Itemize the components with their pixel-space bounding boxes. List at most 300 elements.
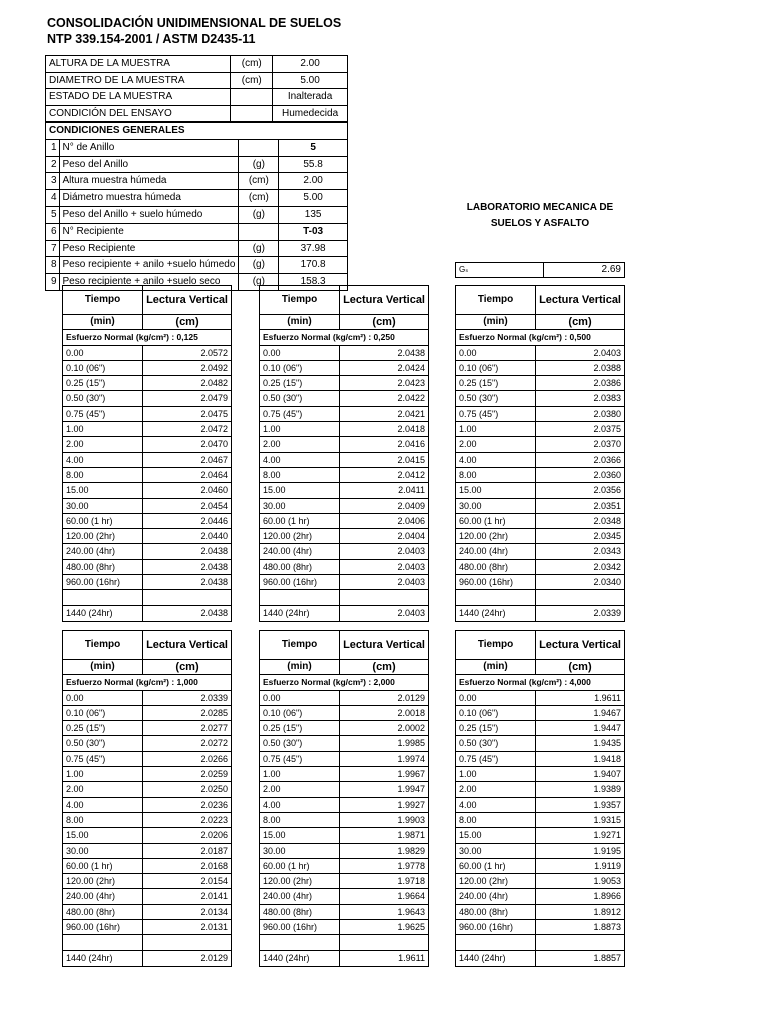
time-cell: 0.25 (15") — [63, 376, 143, 391]
sample-label: CONDICIÓN DEL ENSAYO — [46, 105, 231, 122]
time-cell: 1.00 — [63, 422, 143, 437]
reading-value: 2.0277 — [143, 721, 232, 736]
condition-number: 6 — [46, 223, 60, 240]
reading-value: 2.0386 — [536, 376, 625, 391]
time-cell: 0.75 (45") — [260, 406, 340, 421]
time-cell: 0.10 (06") — [456, 705, 536, 720]
time-cell: 240.00 (4hr) — [260, 889, 340, 904]
time-cell: 0.25 (15") — [260, 376, 340, 391]
condition-label: Peso del Anillo — [59, 156, 239, 173]
time-cell: 240.00 (4hr) — [260, 544, 340, 559]
reading-value: 1.9407 — [536, 767, 625, 782]
reading-value: 1.9447 — [536, 721, 625, 736]
reading-value: 1.9664 — [340, 889, 429, 904]
reading-row — [456, 858, 625, 873]
reading-row — [63, 590, 232, 605]
reading-value: 2.0406 — [340, 513, 429, 528]
sample-row — [46, 72, 348, 89]
reading-row — [456, 736, 625, 751]
time-cell: 1440 (24hr) — [260, 950, 340, 966]
reading-row — [456, 360, 625, 375]
tiempo-header: Tiempo — [456, 631, 536, 660]
time-cell: 1.00 — [456, 422, 536, 437]
general-conditions-table — [45, 122, 348, 291]
condition-label: Diámetro muestra húmeda — [59, 190, 239, 207]
condition-label: Altura muestra húmeda — [59, 173, 239, 190]
tiempo-header: Tiempo — [260, 631, 340, 660]
reading-row — [456, 422, 625, 437]
reading-value: 2.0438 — [143, 605, 232, 621]
reading-row — [63, 782, 232, 797]
specific-gravity-table — [455, 262, 625, 278]
time-cell: 2.00 — [456, 782, 536, 797]
reading-value: 2.0438 — [143, 575, 232, 590]
time-cell: 4.00 — [456, 452, 536, 467]
condition-number: 9 — [46, 274, 60, 291]
reading-value: 1.9947 — [340, 782, 429, 797]
reading-row — [456, 376, 625, 391]
reading-row — [456, 843, 625, 858]
stress-prefix: Esfuerzo Normal (kg/cm²) : — [66, 677, 175, 688]
reading-value: 2.0403 — [340, 605, 429, 621]
reading-row — [456, 529, 625, 544]
reading-value: 2.0460 — [143, 483, 232, 498]
reading-row — [456, 920, 625, 935]
reading-row — [260, 483, 429, 498]
reading-row — [260, 391, 429, 406]
reading-row — [260, 406, 429, 421]
reading-value: 1.9435 — [536, 736, 625, 751]
sample-value: 2.00 — [273, 56, 348, 73]
reading-row — [63, 437, 232, 452]
condition-unit: (g) — [239, 257, 279, 274]
reading-value: 2.0479 — [143, 391, 232, 406]
time-cell: 8.00 — [63, 467, 143, 482]
time-cell: 0.00 — [260, 690, 340, 705]
reading-row — [456, 950, 625, 966]
reading-value: 2.0345 — [536, 529, 625, 544]
normal-stress-label — [456, 675, 625, 690]
stress-value: 0,125 — [176, 332, 198, 343]
time-cell: 8.00 — [456, 812, 536, 827]
reading-row — [456, 575, 625, 590]
condition-unit — [239, 223, 279, 240]
time-cell: 1440 (24hr) — [260, 605, 340, 621]
time-cell: 1440 (24hr) — [456, 605, 536, 621]
time-cell: 2.00 — [63, 782, 143, 797]
sample-label: DIAMETRO DE LA MUESTRA — [46, 72, 231, 89]
reading-row — [456, 559, 625, 574]
lectura-header: Lectura Vertical — [340, 286, 429, 315]
reading-value: 2.0348 — [536, 513, 625, 528]
reading-row — [260, 858, 429, 873]
reading-row — [260, 904, 429, 919]
reading-value: 1.9389 — [536, 782, 625, 797]
condition-value: 5.00 — [279, 190, 348, 207]
condition-value: T-03 — [279, 223, 348, 240]
reading-table — [62, 630, 232, 967]
reading-row — [260, 376, 429, 391]
time-cell: 240.00 (4hr) — [456, 544, 536, 559]
reading-value: 2.0366 — [536, 452, 625, 467]
lectura-header: Lectura Vertical — [536, 631, 625, 660]
cm-unit-header: (cm) — [536, 660, 625, 675]
time-cell: 30.00 — [63, 498, 143, 513]
reading-row — [456, 406, 625, 421]
reading-row — [260, 498, 429, 513]
condition-label: Peso recipiente + anilo +suelo húmedo — [59, 257, 239, 274]
reading-row — [63, 544, 232, 559]
reading-row — [456, 767, 625, 782]
min-unit-header: (min) — [260, 660, 340, 675]
stress-prefix: Esfuerzo Normal (kg/cm²) : — [459, 332, 568, 343]
sample-unit — [231, 105, 273, 122]
min-unit-header: (min) — [63, 315, 143, 330]
reading-table — [259, 630, 429, 967]
time-cell: 60.00 (1 hr) — [260, 858, 340, 873]
time-cell: 0.00 — [456, 345, 536, 360]
reading-value: 2.0418 — [340, 422, 429, 437]
condition-number: 1 — [46, 139, 60, 156]
condition-label: N° de Anillo — [59, 139, 239, 156]
sample-label: ESTADO DE LA MUESTRA — [46, 89, 231, 106]
reading-value: 1.8873 — [536, 920, 625, 935]
time-cell: 0.00 — [260, 345, 340, 360]
time-cell: 1440 (24hr) — [456, 950, 536, 966]
reading-value: 1.9357 — [536, 797, 625, 812]
reading-row — [260, 690, 429, 705]
reading-value — [340, 590, 429, 605]
stress-value: 4,000 — [569, 677, 591, 688]
time-cell — [260, 590, 340, 605]
condition-unit: (g) — [239, 206, 279, 223]
reading-table — [62, 285, 232, 622]
lectura-header: Lectura Vertical — [143, 286, 232, 315]
time-cell: 0.75 (45") — [456, 751, 536, 766]
time-cell: 30.00 — [456, 498, 536, 513]
reading-value: 2.0438 — [340, 345, 429, 360]
document-standard: NTP 339.154-2001 / ASTM D2435-11 — [47, 32, 256, 46]
cm-unit-header: (cm) — [340, 315, 429, 330]
reading-row — [456, 812, 625, 827]
time-cell: 15.00 — [63, 483, 143, 498]
reading-row — [456, 874, 625, 889]
reading-value: 2.0383 — [536, 391, 625, 406]
reading-row — [456, 721, 625, 736]
reading-value: 1.8912 — [536, 904, 625, 919]
time-cell: 240.00 (4hr) — [63, 544, 143, 559]
reading-row — [63, 391, 232, 406]
time-cell: 2.00 — [260, 782, 340, 797]
time-cell: 480.00 (8hr) — [456, 559, 536, 574]
reading-row — [456, 590, 625, 605]
time-cell: 480.00 (8hr) — [63, 559, 143, 574]
reading-row — [63, 376, 232, 391]
tiempo-header: Tiempo — [63, 286, 143, 315]
tiempo-header: Tiempo — [63, 631, 143, 660]
reading-value: 2.0403 — [340, 544, 429, 559]
time-cell: 120.00 (2hr) — [456, 874, 536, 889]
time-cell: 0.00 — [63, 345, 143, 360]
normal-stress-label — [456, 330, 625, 345]
cm-unit-header: (cm) — [536, 315, 625, 330]
reading-row — [63, 950, 232, 966]
reading-value: 1.9718 — [340, 874, 429, 889]
time-cell: 1.00 — [63, 767, 143, 782]
time-cell: 15.00 — [63, 828, 143, 843]
reading-row — [260, 529, 429, 544]
time-cell: 120.00 (2hr) — [63, 874, 143, 889]
condition-value: 5 — [279, 139, 348, 156]
condition-row — [46, 206, 348, 223]
reading-row — [63, 904, 232, 919]
reading-value: 1.9195 — [536, 843, 625, 858]
reading-row — [63, 858, 232, 873]
reading-row — [63, 812, 232, 827]
reading-value: 1.9271 — [536, 828, 625, 843]
reading-value: 2.0424 — [340, 360, 429, 375]
condition-number: 8 — [46, 257, 60, 274]
stress-prefix: Esfuerzo Normal (kg/cm²) : — [263, 332, 372, 343]
reading-value: 2.0411 — [340, 483, 429, 498]
time-cell: 0.25 (15") — [260, 721, 340, 736]
reading-row — [260, 605, 429, 621]
reading-row — [456, 452, 625, 467]
reading-value: 2.0250 — [143, 782, 232, 797]
time-cell: 30.00 — [63, 843, 143, 858]
lectura-header: Lectura Vertical — [536, 286, 625, 315]
condition-value: 37.98 — [279, 240, 348, 257]
sample-unit: (cm) — [231, 56, 273, 73]
reading-value: 2.0266 — [143, 751, 232, 766]
stress-value: 2,000 — [373, 677, 395, 688]
reading-row — [456, 498, 625, 513]
reading-row — [63, 575, 232, 590]
min-unit-header: (min) — [456, 315, 536, 330]
reading-row — [456, 889, 625, 904]
reading-value: 1.8857 — [536, 950, 625, 966]
stress-prefix: Esfuerzo Normal (kg/cm²) : — [263, 677, 372, 688]
reading-row — [260, 437, 429, 452]
time-cell: 0.75 (45") — [260, 751, 340, 766]
time-cell: 4.00 — [63, 452, 143, 467]
cm-unit-header: (cm) — [143, 315, 232, 330]
time-cell: 0.75 (45") — [63, 751, 143, 766]
reading-row — [456, 345, 625, 360]
reading-value: 2.0380 — [536, 406, 625, 421]
reading-value: 2.0259 — [143, 767, 232, 782]
reading-value: 2.0129 — [143, 950, 232, 966]
reading-row — [63, 406, 232, 421]
condition-value: 135 — [279, 206, 348, 223]
reading-row — [63, 559, 232, 574]
time-cell: 480.00 (8hr) — [63, 904, 143, 919]
reading-row — [456, 467, 625, 482]
normal-stress-label — [260, 330, 429, 345]
reading-value: 2.0421 — [340, 406, 429, 421]
reading-row — [63, 467, 232, 482]
reading-value: 1.9985 — [340, 736, 429, 751]
condition-value: 170.8 — [279, 257, 348, 274]
normal-stress-label — [63, 330, 232, 345]
reading-row — [63, 422, 232, 437]
reading-value: 2.0446 — [143, 513, 232, 528]
reading-row — [456, 904, 625, 919]
reading-row — [63, 690, 232, 705]
reading-value: 2.0403 — [340, 559, 429, 574]
lab-name-line1: LABORATORIO MECANICA DE — [466, 202, 614, 213]
time-cell: 8.00 — [456, 467, 536, 482]
reading-value: 2.0236 — [143, 797, 232, 812]
reading-value: 2.0472 — [143, 422, 232, 437]
condition-unit: (g) — [239, 156, 279, 173]
time-cell: 2.00 — [63, 437, 143, 452]
condition-row — [46, 139, 348, 156]
stress-value: 0,250 — [373, 332, 395, 343]
reading-value — [143, 590, 232, 605]
sample-row — [46, 105, 348, 122]
time-cell: 0.25 (15") — [63, 721, 143, 736]
reading-row — [260, 843, 429, 858]
min-unit-header: (min) — [456, 660, 536, 675]
reading-row — [63, 705, 232, 720]
reading-value: 2.0351 — [536, 498, 625, 513]
reading-row — [63, 529, 232, 544]
lectura-header: Lectura Vertical — [340, 631, 429, 660]
reading-row — [260, 360, 429, 375]
reading-value: 2.0018 — [340, 705, 429, 720]
reading-row — [260, 751, 429, 766]
reading-value: 2.0388 — [536, 360, 625, 375]
time-cell: 60.00 (1 hr) — [260, 513, 340, 528]
time-cell: 4.00 — [456, 797, 536, 812]
time-cell — [63, 590, 143, 605]
reading-value: 2.0415 — [340, 452, 429, 467]
reading-value: 2.0370 — [536, 437, 625, 452]
time-cell: 960.00 (16hr) — [260, 575, 340, 590]
reading-row — [260, 782, 429, 797]
time-cell — [456, 590, 536, 605]
condition-value: 55.8 — [279, 156, 348, 173]
time-cell: 2.00 — [260, 437, 340, 452]
reading-value: 2.0438 — [143, 544, 232, 559]
condition-row — [46, 190, 348, 207]
time-cell: 0.10 (06") — [63, 705, 143, 720]
reading-row — [260, 797, 429, 812]
condition-unit: (g) — [239, 274, 279, 291]
reading-row — [63, 935, 232, 950]
reading-value: 2.0131 — [143, 920, 232, 935]
reading-row — [63, 605, 232, 621]
time-cell: 480.00 (8hr) — [260, 904, 340, 919]
condition-number: 7 — [46, 240, 60, 257]
reading-row — [63, 513, 232, 528]
reading-value: 2.0339 — [536, 605, 625, 621]
reading-value: 2.0404 — [340, 529, 429, 544]
lectura-header: Lectura Vertical — [143, 631, 232, 660]
reading-value: 1.9418 — [536, 751, 625, 766]
reading-row — [260, 575, 429, 590]
reading-value: 1.9119 — [536, 858, 625, 873]
condition-number: 3 — [46, 173, 60, 190]
reading-value: 2.0187 — [143, 843, 232, 858]
reading-value: 2.0340 — [536, 575, 625, 590]
reading-value: 2.0342 — [536, 559, 625, 574]
reading-value — [340, 935, 429, 950]
reading-value: 1.9974 — [340, 751, 429, 766]
sample-row — [46, 89, 348, 106]
reading-value: 2.0375 — [536, 422, 625, 437]
time-cell: 60.00 (1 hr) — [63, 858, 143, 873]
gs-value: 2.69 — [544, 263, 625, 278]
reading-value: 2.0440 — [143, 529, 232, 544]
reading-value: 2.0339 — [143, 690, 232, 705]
reading-value: 2.0412 — [340, 467, 429, 482]
condition-unit: (cm) — [239, 190, 279, 207]
reading-row — [260, 452, 429, 467]
reading-row — [260, 767, 429, 782]
time-cell: 30.00 — [260, 843, 340, 858]
reading-value: 2.0475 — [143, 406, 232, 421]
condition-label: Peso recipiente + anilo +suelo seco — [59, 274, 239, 291]
reading-value: 2.0206 — [143, 828, 232, 843]
time-cell: 480.00 (8hr) — [260, 559, 340, 574]
time-cell: 4.00 — [260, 452, 340, 467]
reading-row — [456, 544, 625, 559]
min-unit-header: (min) — [63, 660, 143, 675]
reading-value: 2.0438 — [143, 559, 232, 574]
reading-value: 2.0467 — [143, 452, 232, 467]
time-cell: 960.00 (16hr) — [63, 575, 143, 590]
stress-value: 0,500 — [569, 332, 591, 343]
time-cell: 120.00 (2hr) — [260, 529, 340, 544]
time-cell: 30.00 — [456, 843, 536, 858]
time-cell: 1.00 — [260, 422, 340, 437]
reading-value: 2.0343 — [536, 544, 625, 559]
time-cell: 4.00 — [63, 797, 143, 812]
time-cell: 0.50 (30") — [260, 736, 340, 751]
reading-value: 2.0360 — [536, 467, 625, 482]
reading-value: 1.9625 — [340, 920, 429, 935]
reading-value: 1.9467 — [536, 705, 625, 720]
time-cell: 8.00 — [63, 812, 143, 827]
time-cell: 960.00 (16hr) — [456, 920, 536, 935]
reading-row — [260, 920, 429, 935]
reading-value: 2.0409 — [340, 498, 429, 513]
condition-row — [46, 240, 348, 257]
time-cell: 240.00 (4hr) — [63, 889, 143, 904]
reading-row — [63, 483, 232, 498]
reading-row — [456, 751, 625, 766]
time-cell: 0.50 (30") — [456, 736, 536, 751]
time-cell: 30.00 — [260, 498, 340, 513]
time-cell: 0.50 (30") — [63, 391, 143, 406]
stress-value: 1,000 — [176, 677, 198, 688]
condition-label: Peso del Anillo + suelo húmedo — [59, 206, 239, 223]
reading-value: 2.0482 — [143, 376, 232, 391]
reading-value: 2.0141 — [143, 889, 232, 904]
condition-row — [46, 173, 348, 190]
reading-row — [456, 782, 625, 797]
time-cell: 0.00 — [456, 690, 536, 705]
time-cell — [456, 935, 536, 950]
condition-row — [46, 156, 348, 173]
time-cell: 60.00 (1 hr) — [63, 513, 143, 528]
time-cell: 4.00 — [260, 797, 340, 812]
time-cell: 0.50 (30") — [456, 391, 536, 406]
reading-row — [63, 452, 232, 467]
reading-row — [456, 690, 625, 705]
